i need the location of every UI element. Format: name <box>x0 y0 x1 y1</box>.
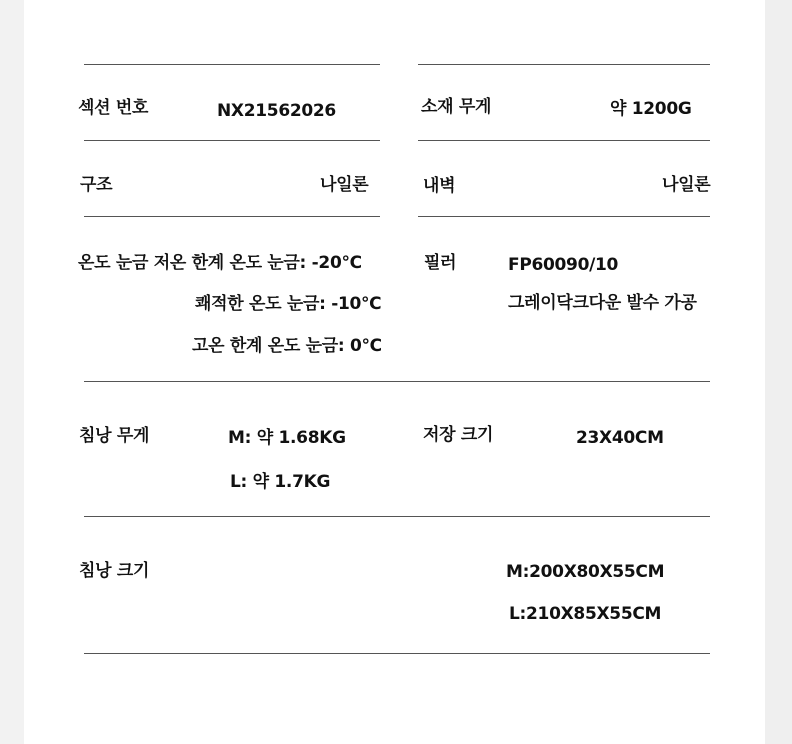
rule-row1-left <box>84 140 380 141</box>
right-margin-strip <box>765 0 792 744</box>
storage-size-value: 23X40CM <box>576 428 664 448</box>
filler-value-desc: 그레이닥크다운 발수 가공 <box>508 293 697 313</box>
rule-top-right <box>418 64 710 65</box>
rule-row2-left <box>84 216 380 217</box>
rule-row1-right <box>418 140 710 141</box>
temperature-low-limit: 온도 눈금 저온 한계 온도 눈금: -20℃ <box>78 253 362 273</box>
material-weight-value: 약 1200G <box>610 99 692 119</box>
structure-value: 나일론 <box>320 175 369 195</box>
section-number-value: NX21562026 <box>217 101 336 121</box>
rule-top-left <box>84 64 380 65</box>
rule-row4 <box>84 516 710 517</box>
inner-wall-value: 나일론 <box>662 175 711 195</box>
rule-row2-right <box>418 216 710 217</box>
filler-value-code: FP60090/10 <box>508 255 619 275</box>
bag-weight-m: M: 약 1.68KG <box>228 428 346 448</box>
bag-size-label: 침낭 크기 <box>79 561 150 581</box>
inner-wall-label: 내벽 <box>423 176 456 196</box>
bag-size-m: M:200X80X55CM <box>506 562 665 582</box>
storage-size-label: 저장 크기 <box>423 425 494 445</box>
rule-bottom <box>84 653 710 654</box>
temperature-comfort: 쾌적한 온도 눈금: -10℃ <box>195 294 382 314</box>
material-weight-label: 소재 무게 <box>421 97 492 117</box>
structure-label: 구조 <box>80 175 113 195</box>
bag-size-l: L:210X85X55CM <box>509 604 662 624</box>
bag-weight-l: L: 약 1.7KG <box>230 472 331 492</box>
bag-weight-label: 침낭 무게 <box>79 426 150 446</box>
section-number-label: 섹션 번호 <box>78 98 149 118</box>
temperature-high-limit: 고온 한계 온도 눈금: 0℃ <box>192 336 382 356</box>
left-margin-strip <box>0 0 24 744</box>
filler-label: 필러 <box>424 253 457 273</box>
rule-row3 <box>84 381 710 382</box>
